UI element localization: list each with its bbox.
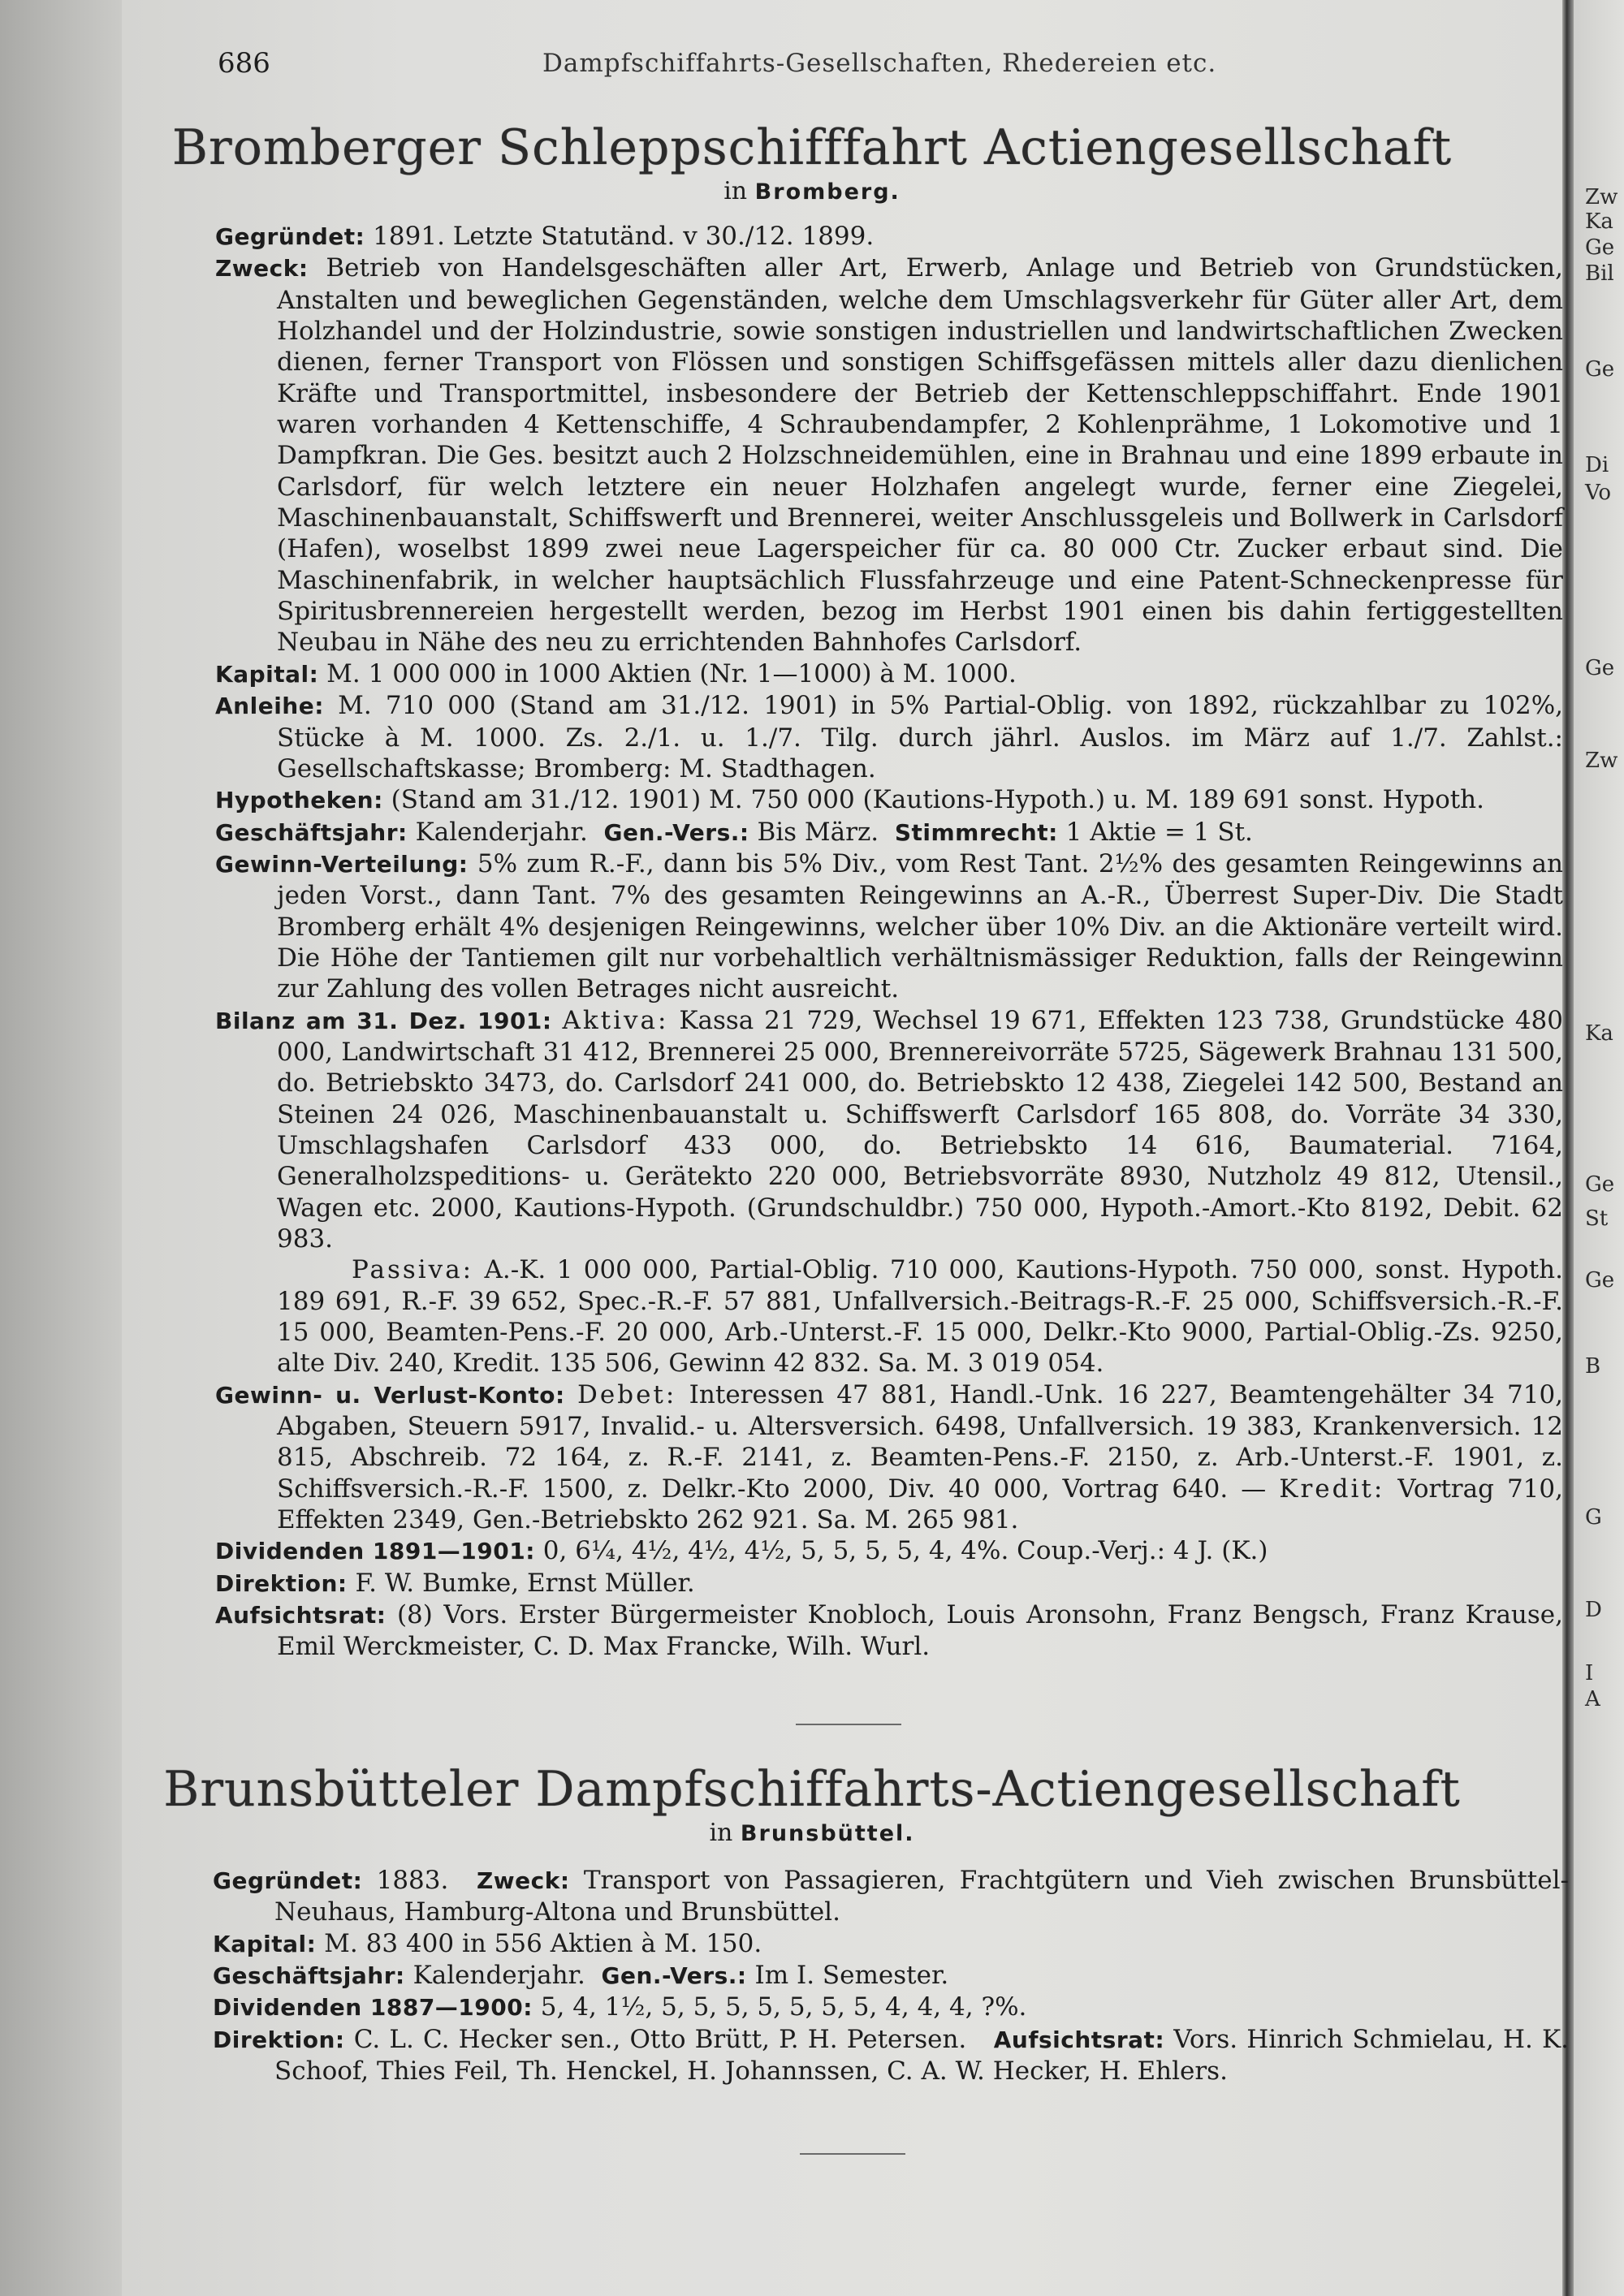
purpose-section: Zweck: Betrieb von Handelsgeschäften aller Art, Erwerb, Anlage und Betrieb von Grundstücken, Anstalten und beweglichen Gegenständen, welche dem Umschlagsverkehr für Güter aller Art, dem Holzhandel und der Holzindustrie, sowie sonstigen industriellen und landwirtschaftlichen Zwecken dienen, ferner Transport von Flössen und sonstigen Schiffsgefässen mittels aller dazu dienlichen Kräfte und Transportmittel, insbesondere der Betrieb der Kettenschleppschiffahrt. Ende 1901 waren vorhanden 4 Kettenschiffe, 4 Schraubendampfer, 2 Kohlenprähme, 1 Lokomotive und 1 Dampfkran. Die Ges. besitzt auch 2 Holzschneidemühlen, eine in Brahnau und eine 1899 erbaute in Carlsdorf, für welch letztere ein neuer Holzhafen angelegt wurde, ferner eine Ziegelei, Maschinenbauanstalt, Schiffswerft und Brennerei, weiter Anschlussgeleis und Bollwerk in Carlsdorf (Hafen), woselbst 1899 zwei neue Lagerspeicher für ca. 80 000 Ctr. Zucker erbaut sind. Die Maschinenfabrik, in welcher hauptsächlich Flussfahrzeuge und eine Patent-Schneckenpresse für Spiritusbrennereien hergestellt werden, bezog im Herbst 1901 einen bis dahin fertiggestellten Neubau in Nähe des neu zu errichtenden Bahnhofes Carlsdorf. (215, 253, 1563, 658)
section-divider (800, 2153, 905, 2155)
bond-section: Anleihe: M. 710 000 (Stand am 31./12. 1901) in 5% Partial-Oblig. von 1892, rückzahlbar zu 102%, Stücke à M. 1000. Zs. 2./1. u. 1./7. Tilg. durch jährl. Auslos. im März auf 1./7. Zahlst.: Gesellschaftskasse; Bromberg: M. Stadthagen. (215, 691, 1564, 783)
next-page-fragment: B (1585, 1354, 1601, 1379)
next-page-fragment: Ge (1585, 1172, 1615, 1197)
liabilities-section: Passiva: A.-K. 1 000 000, Partial-Oblig. 710 000, Kautions-Hypoth. 750 000, sonst. Hypoth. 189 691, R.-F. 39 652, Spec.-R.-F. 57 881, Unfallversich.-Beitrags-R.-F. 25 000, Schiffsversich.-R.-F. 15 000, Beamten-Pens.-F. 20 000, Arb.-Unterst.-F. 15 000, Delkr.-Kto 9000, Partial-Oblig.-Zs. 9250, alte Div. 240, Kredit. 135 506, Gewinn 42 832. Sa. M. 3 019 054. (277, 1255, 1563, 1379)
board-section: Direktion: C. L. C. Hecker sen., Otto Brütt, P. H. Petersen. Aufsichtsrat: Vors. Hinrich Schmielau, H. K. Schoof, Thies Feil, Th. Henckel, H. Johannssen, C. A. W. Hecker, H. Ehlers. (213, 2024, 1569, 2087)
next-page-fragment: Ge (1585, 235, 1615, 260)
company-location: in Bromberg. (723, 177, 901, 205)
company-entry (213, 1865, 1569, 2108)
next-page-fragment: Bil (1585, 261, 1614, 286)
fiscal-year-section: Geschäftsjahr: Kalenderjahr. Gen.-Vers.: Im I. Semester. (213, 1961, 949, 1991)
next-page-fragment: Ge (1585, 656, 1615, 680)
next-page-fragment: Ge (1585, 357, 1615, 382)
company-entry (215, 221, 1563, 1690)
company-city: Bromberg. (754, 179, 901, 205)
next-page-fragment: Ka (1585, 209, 1613, 234)
dividends-section: Dividenden 1887—1900: 5, 4, 1½, 5, 5, 5, 5, 5, 5, 5, 4, 4, 4, ?%. (213, 1992, 1027, 2022)
next-page-edge (1574, 0, 1624, 2296)
founded-section: Gegründet: 1891. Letzte Statutänd. v 30./12. 1899. (215, 222, 875, 251)
next-page-fragment: G (1585, 1505, 1602, 1530)
balance-sheet-section: Bilanz am 31. Dez. 1901: Aktiva: Kassa 21 729, Wechsel 19 671, Effekten 123 738, Grundstücke 480 000, Landwirtschaft 31 412, Brennerei 25 000, Brennereivorräte 5725, Sägewerk Brahnau 131 500, do. Betriebskto 3473, do. Carlsdorf 241 000, do. Betriebskto 12 438, Ziegelei 142 500, Bestand an Steinen 24 026, Maschinenbauanstalt u. Schiffswerft Carlsdorf 165 808, do. Vorräte 34 330, Umschlagshafen Carlsdorf 433 000, do. Betriebskto 14 616, Baumaterial. 7164, Generalholzspeditions- u. Gerätekto 220 000, Betriebsvorräte 8930, Nutzholz 49 812, Utensil., Wagen etc. 2000, Kautions-Hypoth. (Grundschuldbr.) 750 000, Hypoth.-Amort.-Kto 8192, Debit. 62 983. (215, 1005, 1564, 1254)
running-header (218, 47, 1566, 80)
fiscal-year-section: Geschäftsjahr: Kalenderjahr. Gen.-Vers.: Bis März. Stimmrecht: 1 Aktie = 1 St. (215, 817, 1253, 847)
profit-loss-section: Gewinn- u. Verlust-Konto: Debet: Interessen 47 881, Handl.-Unk. 16 227, Beamtengehälter 34 710, Abgaben, Steuern 5917, Invalid.- u. Altersversich. 6498, Unfallversich. 19 383, Krankenversich. 12 815, Abschreib. 72 164, z. R.-F. 2141, z. Beamten-Pens.-F. 2150, z. Arb.-Unterst.-F. 1901, z. Schiffsversich.-R.-F. 1500, z. Delkr.-Kto 2000, Div. 40 000, Vortrag 640. — Kredit: Vortrag 710, Effekten 2349, Gen.-Betriebskto 262 921. Sa. M. 265 981. (215, 1379, 1564, 1535)
board-section: Direktion: F. W. Bumke, Ernst Müller. (215, 1568, 695, 1598)
next-page-fragment: A (1585, 1687, 1600, 1711)
profit-distribution-section: Gewinn-Verteilung: 5% zum R.-F., dann bis 5% Div., vom Rest Tant. 2½% des gesamten Reingewinns an jeden Vorst., dann Tant. 7% des gesamten Reingewinns an A.-R., Überrest Super-Div. Die Stadt Bromberg erhält 4% desjenigen Reingewinns, welcher über 10% Div. an die Aktionäre verteilt wird. Die Höhe der Tantiemen gilt nur vorbehaltlich verhältnismässiger Reduktion, falls der Reingewinn zur Zahlung des vollen Betrages nicht ausreicht. (215, 848, 1563, 1004)
next-page-fragment: Di (1585, 453, 1609, 477)
founded-purpose-section: Gegründet: 1883. Zweck: Transport von Passagieren, Frachtgütern und Vieh zwischen Brunsbüttel-Neuhaus, Hamburg-Altona und Brunsbüttel. (213, 1866, 1569, 1927)
mortgage-section: Hypotheken: (Stand am 31./12. 1901) M. 750 000 (Kautions-Hypoth.) u. M. 189 691 sonst. Hypoth. (215, 785, 1485, 815)
capital-section: Kapital: M. 1 000 000 in 1000 Aktien (Nr. 1—1000) à M. 1000. (215, 658, 1017, 688)
next-page-fragment: Ka (1585, 1021, 1613, 1046)
next-page-fragment: St (1585, 1206, 1609, 1231)
company-title: Bromberger Schleppschifffahrt Actiengesellschaft (171, 119, 1453, 176)
next-page-fragment: Vo (1585, 481, 1612, 505)
next-page-fragment: Zw (1585, 185, 1618, 209)
next-page-fragment: Zw (1585, 749, 1618, 773)
next-page-fragment: D (1585, 1598, 1602, 1622)
page-number: 686 (218, 47, 270, 80)
company-location: in Brunsbüttel. (709, 1819, 915, 1847)
running-head: Dampfschiffahrts-Gesellschaften, Rhedereien etc. (542, 49, 1217, 78)
section-divider (796, 1724, 901, 1725)
next-page-fragment: Ge (1585, 1268, 1615, 1293)
capital-section: Kapital: M. 83 400 in 556 Aktien à M. 150. (213, 1928, 762, 1958)
next-page-fragment: I (1585, 1661, 1594, 1685)
company-city: Brunsbüttel. (740, 1821, 915, 1846)
supervisory-board-section: Aufsichtsrat: (8) Vors. Erster Bürgermeister Knobloch, Louis Aronsohn, Franz Bengsch, Franz Krause, Emil Werckmeister, C. D. Max Francke, Wilh. Wurl. (215, 1600, 1564, 1662)
company-title: Brunsbütteler Dampfschiffahrts-Actiengesellschaft (163, 1761, 1461, 1818)
dividends-section: Dividenden 1891—1901: 0, 6¼, 4½, 4½, 4½, 5, 5, 5, 5, 4, 4%. Coup.-Verj.: 4 J. (K.) (215, 1536, 1268, 1566)
